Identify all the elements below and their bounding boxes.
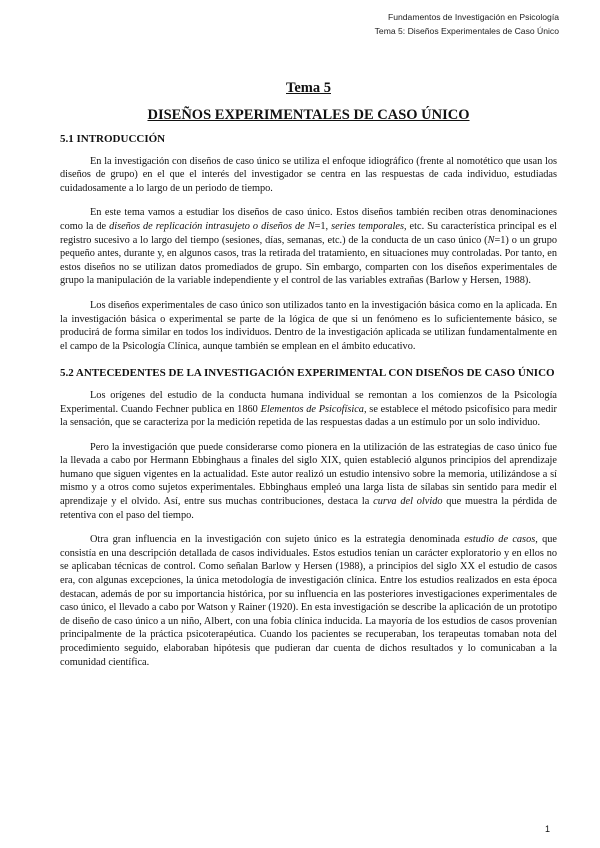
page-content [60,79,557,680]
italic-term: series temporales [331,220,404,232]
running-header [375,10,559,38]
topic-title: DISEÑOS EXPERIMENTALES DE CASO ÚNICO [147,107,470,123]
header-course-title: Fundamentos de Investigación en Psicología [387,12,559,22]
section-heading-antecedentes: 5.2 ANTECEDENTES DE LA INVESTIGACIÓN EXPERIMENTAL CON DISEÑOS DE CASO ÚNICO [60,367,555,380]
paragraph: En la investigación con diseños de caso único se utiliza el enfoque idiográfico (frente al nomotético que usan los diseños de grupo) en el que el interés del investigador se centra en las respuestas de cada individuo, estudiadas cuidadosamente a lo largo de un periodo de tiempo. [60,155,557,194]
page-number: 1 [544,824,550,834]
paragraph: Pero la investigación que puede considerarse como pionera en la utilización de las estrategias de caso único fue la llevada a cabo por Hermann Ebbinghaus a finales del siglo XIX, quien estableció algunos principios del aprendizaje humano que siguen vigentes en la actualidad. Este autor realizó un estudio intensivo sobre la memoria, utilizándose a sí mismo y a otros como sujetos experimentales. Ebbinghaus empleó una larga lista de sílabas sin sentido para medir el aprendizaje y el olvido. Así, entre sus muchas contribuciones, destaca la curva del olvido que muestra la pérdida de retentiva con el paso del tiempo. [60,441,557,521]
italic-term: curva del olvido [373,496,443,508]
paragraph: Otra gran influencia en la investigación con sujeto único es la estrategia denominada estudio de casos, que consistía en una descripción detallada de casos individuales. Estos estudios tenían un carácter exploratorio y en ellos no se aplicaban técnicas de control. Como señalan Barlow y Hersen (1988), a principios del siglo XX el estudio de casos era, con algunas excepciones, la única metodología de investigación clínica. Entre los estudios realizados en esta época destacan, además de por su importancia histórica, por su influencia en las posteriores investigaciones experimentales de caso único, el llevado a cabo por Watson y Rainer (1920). En esta investigación se describe la aplicación de un prototipo de diseño de caso único a un niño, Albert, con una fobia clínica inducida. La mayoría de los estudios de casos provenían principalmente de la práctica psicoterapéutica. Cuando los pacientes se recuperaban, los terapeutas tomaban nota del procedimiento seguido, elaboraban hipótesis que pudieran dar cuenta de dichos resultados y lo comunicaban a la comunidad científica. [60,534,558,668]
topic-number: Tema 5 [286,80,331,96]
paragraph: Los diseños experimentales de caso único son utilizados tanto en la investigación básica como en la aplicada. En la investigación básica o experimental se parte de la lógica de que si un fenómeno es lo suficientemente básico, se producirá de forma similar en todos los individuos. Dentro de la investigación aplicada se utilizan fundamentalmente en el campo de la Psicología Clínica, aunque también se emplean en el ámbito educativo. [60,299,557,352]
italic-term: diseños de replicación intrasujeto o diseños de N [109,220,315,232]
paragraph: En este tema vamos a estudiar los diseños de caso único. Estos diseños también reciben otras denominaciones como la de diseños de replicación intrasujeto o diseños de N=1, series temporales, etc. Su característica principal es el registro sucesivo a lo largo del tiempo (sesiones, días, semanas, etc.) de la conducta de un caso único (N=1) o un grupo pequeño antes, durante y, en algunos casos, tras la retirada del tratamiento, en situaciones muy controladas. Por tanto, en estos diseños no se utilizan datos promediados de grupo. Sin embargo, comparten con los diseños experimentales de grupo la manipulación de la variable independiente y el control de las variables extrañas (Barlow y Hersen, 1988). [60,207,558,287]
header-topic-title: Tema 5: Diseños Experimentales de Caso Único [374,26,559,36]
italic-term: estudio de casos [464,534,536,546]
paragraph: Los orígenes del estudio de la conducta humana individual se remontan a los comienzos de la Psicología Experimental. Cuando Fechner publica en 1860 Elementos de Psicofísica, se establece el método psicofísico para medir la sensación, que se caracteriza por la medición repetida de las respuestas dadas a un estímulo por un solo individuo. [60,389,557,429]
italic-term: Elementos de Psicofísica [260,403,364,415]
italic-term: N [487,234,495,246]
section-heading-introduccion: 5.1 INTRODUCCIÓN [60,133,166,145]
